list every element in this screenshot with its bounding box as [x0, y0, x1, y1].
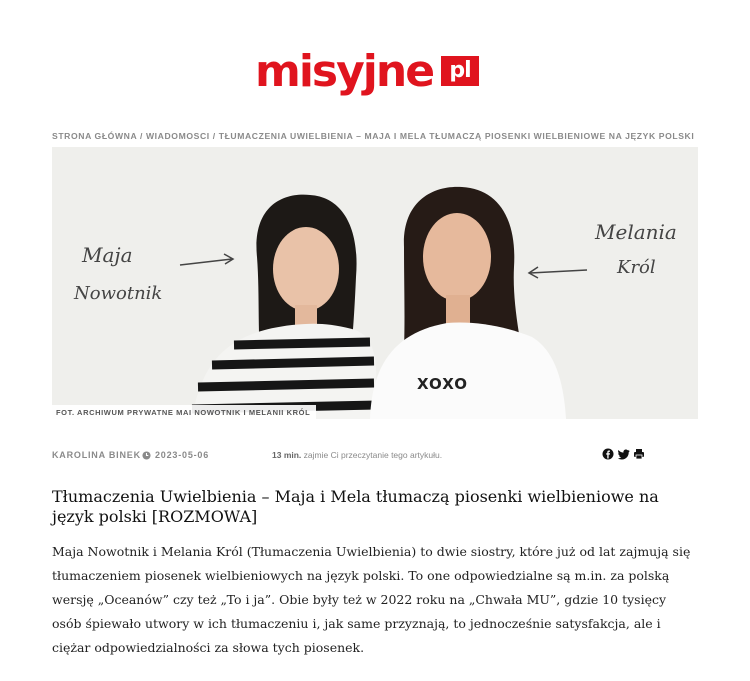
breadcrumb-separator: / — [212, 131, 219, 141]
site-logo[interactable] — [255, 48, 495, 104]
share-buttons — [602, 448, 646, 460]
publish-date: 2023-05-06 — [155, 450, 210, 460]
handwriting-left-line2: Nowotnik — [74, 283, 163, 304]
breadcrumb-category-link[interactable]: WIADOMOSCI — [145, 131, 210, 141]
logo-tld-badge: pl — [441, 56, 479, 86]
print-icon[interactable] — [633, 448, 645, 460]
breadcrumb-separator: / — [139, 131, 146, 141]
person-right-face — [423, 213, 491, 301]
handwriting-left-line1: Maja — [82, 243, 133, 267]
reading-time-suffix: zajmie Ci przeczytanie tego artykułu. — [303, 450, 443, 460]
breadcrumb-current: TŁUMACZENIA UWIELBIENIA – MAJA I MELA TŁUMACZĄ PIOSENKI WIELBIENIOWE NA JĘZYK POLSKI — [218, 131, 695, 141]
article-title: Tłumaczenia Uwielbienia – Maja i Mela tłumaczą piosenki wielbieniowe na język polski [ROZMOWA] — [52, 487, 659, 526]
person-left-face — [273, 227, 339, 311]
reading-time-value: 13 min. — [272, 450, 302, 460]
handwriting-right-line2: Król — [617, 257, 656, 278]
clock-icon — [142, 451, 151, 460]
breadcrumb — [52, 131, 712, 141]
handwriting-right-line1: Melania — [595, 220, 677, 244]
hero-photo — [52, 147, 698, 419]
article-meta — [52, 450, 647, 464]
photo-caption: FOT. ARCHIWUM PRYWATNE MAI NOWOTNIK I MELANII KRÓL — [52, 405, 316, 419]
author-link[interactable]: KAROLINA BINEK — [52, 450, 141, 460]
breadcrumb-home-link[interactable]: STRONA GŁÓWNA — [52, 131, 137, 141]
twitter-icon[interactable] — [618, 448, 630, 460]
shirt-text: XOXO — [417, 375, 469, 393]
reading-time — [272, 450, 442, 460]
facebook-icon[interactable] — [602, 448, 614, 460]
article-lead: Maja Nowotnik i Melania Król (Tłumaczenia Uwielbienia) to dwie siostry, które już od lat zajmują się tłumaczeniem piosenek wielbieniowych na język polski. To one odpowiedzialne są m.in. za polską wersję „Oceanów” czy też „To i ja”. Obie były też w 2022 roku na „Chwała MU”, gdzie 10 tysięcy osób śpiewało utwory w ich tłumaczeniu i, jak same przyznają, to jednocześnie satysfakcja, ale i ciężar odpowiedzialności za słowa tych piosenek. — [52, 544, 691, 655]
hero-illustration — [52, 147, 698, 419]
logo-wordmark: misyjne — [255, 46, 434, 97]
